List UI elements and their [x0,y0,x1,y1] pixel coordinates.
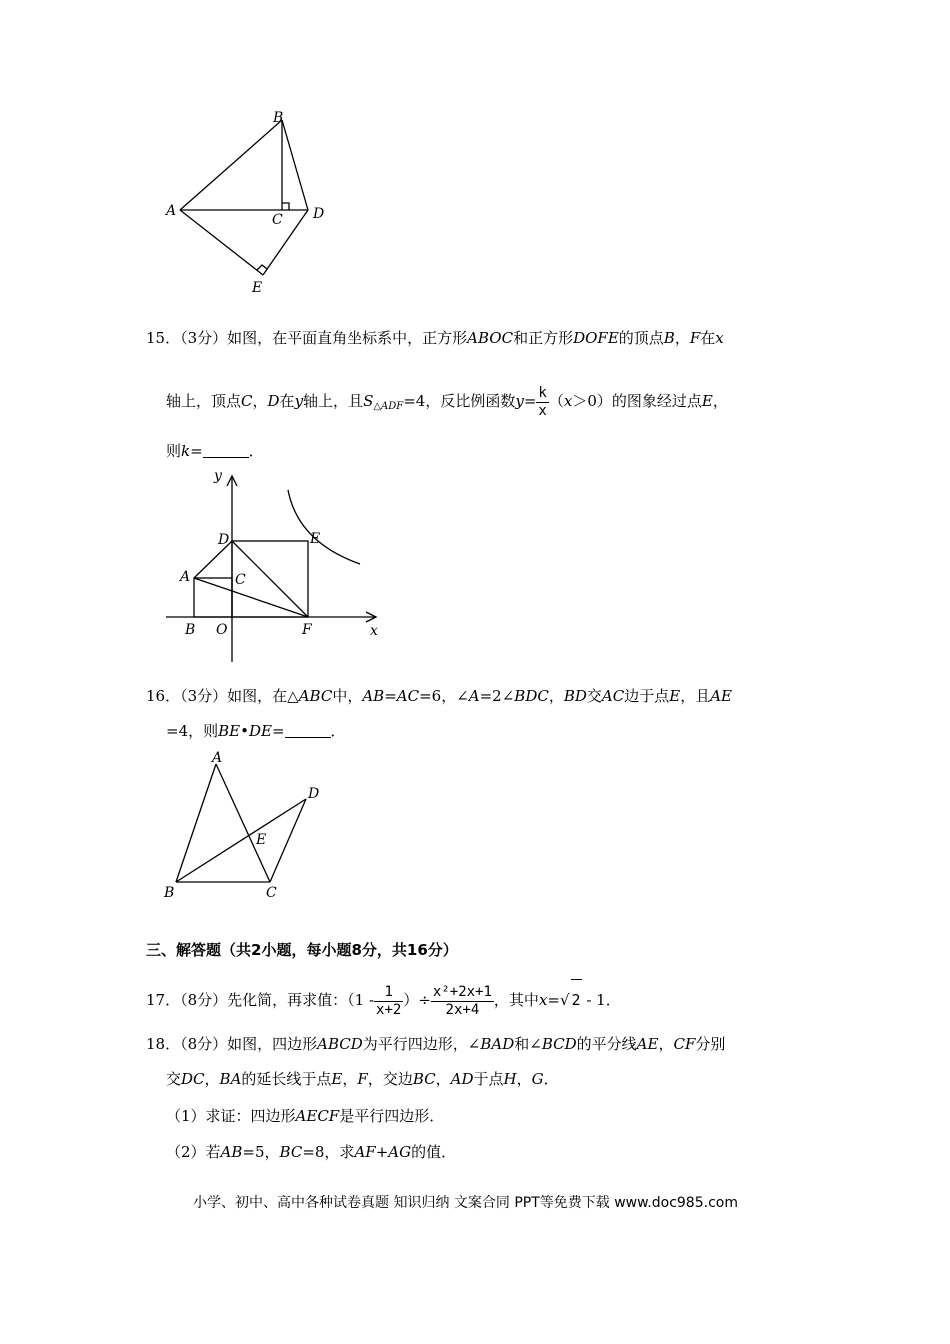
q18-text: ， [658,1035,674,1053]
q18-var: F [357,1070,368,1088]
q18-var: BC [279,1143,303,1161]
q16-var: BE [218,722,241,740]
q16-text: 边于点 [624,687,670,705]
segment-ae [180,210,263,275]
q18-line-2 [166,1069,559,1089]
q18-score: （8分） [180,1035,228,1053]
q15-text: 如图，在平面直角坐标系中，正方形 [227,329,468,347]
q15-var: DOFE [573,329,619,347]
label-e: E [252,280,263,296]
q16-text: 交 [586,687,602,705]
label-x: x [370,623,378,639]
q15-text: ， [674,329,690,347]
q15-var: y [294,392,304,410]
q18-line-1 [146,1034,725,1054]
q16-text: 中， [332,687,363,705]
q18-text: （2）若 [166,1143,221,1161]
frac-numerator: k [538,384,547,401]
q17-text: = [547,991,560,1009]
frac-numerator: 1 [374,984,403,1002]
label-c: C [235,572,246,588]
label-d: D [218,532,230,548]
q18-var: CF [673,1035,696,1053]
label-c: C [266,885,277,901]
label-e: E [310,531,321,547]
label-d: D [313,206,325,222]
section-heading: 三、解答题（共2小题，每小题8分，共16分） [146,941,458,959]
q18-text: 是平行四边形． [339,1107,445,1125]
q18-text: 交 [166,1070,182,1088]
segment-ab [176,764,216,882]
q17-text: 先化简，再求值：（1 - [227,991,375,1009]
q16-text: ． [330,722,346,740]
q16-score: （3分） [180,687,228,705]
q15-text: 的顶点 [618,329,664,347]
q18-number: 18． [146,1035,181,1053]
q15-number: 15． [146,329,181,347]
q16-var: AE [710,687,733,705]
q17-score: （8分） [180,991,228,1009]
q18-sub-1 [166,1106,444,1126]
answer-blank[interactable] [285,723,331,738]
q16-text: = [271,722,285,740]
frac-denominator: 2x+4 [445,1001,480,1018]
q16-line-1 [146,686,732,706]
q18-text: =5， [242,1143,280,1161]
q18-text: ， [342,1070,358,1088]
q16-var: AB [362,687,385,705]
q15-text: ． [248,442,264,460]
q18-var: AF [354,1143,376,1161]
sqrt-sign: √ [559,991,570,1009]
q18-var: BAD [480,1035,515,1053]
q17-text: ）÷ [403,991,431,1009]
label-a: A [212,750,223,766]
q15-var: C [241,392,253,410]
page-footer: 小学、初中、高中各种试卷真题 知识归纳 文案合同 PPT等免费下载 www.doc985.com [193,1195,738,1211]
q16-text: 如图，在△ [227,687,299,705]
q18-sub-2 [166,1142,456,1162]
q15-var: D [267,392,280,410]
q18-text: （1）求证：四边形 [166,1107,296,1125]
q18-text: 的延长线于点 [241,1070,332,1088]
sqrt-radicand: 2 [571,979,582,1020]
label-d: D [308,786,320,802]
q15-var: k [181,442,191,460]
q18-var: AG [388,1143,412,1161]
q17-line [146,979,621,1020]
q18-text: 的平分线 [576,1035,637,1053]
q17-var: x [538,991,548,1009]
q18-var: BCD [541,1035,577,1053]
q16-number: 16． [146,687,181,705]
q18-var: AD [450,1070,474,1088]
q18-var: BA [219,1070,242,1088]
fraction-quadratic [431,984,494,1019]
q18-text: 分别 [695,1035,726,1053]
q18-text: 的值． [411,1143,457,1161]
q16-var: AC [396,687,420,705]
segment-ac [216,764,270,882]
q15-text: 则 [166,442,182,460]
q15-score: （3分） [180,329,228,347]
label-b: B [164,885,175,901]
frac-denominator: x+2 [376,1001,402,1018]
q15-text: ＞0）的图象经过点 [572,392,702,410]
q16-var: E [669,687,681,705]
q15-var: S [363,392,374,410]
q18-text: 如图，四边形 [227,1035,318,1053]
q15-var: E [701,392,713,410]
q16-var: BDC [514,687,549,705]
label-y: y [214,468,222,484]
q15-subscript: △ADF [373,401,404,412]
q18-text: ， [204,1070,220,1088]
q16-line-2 [166,721,346,741]
q15-text: （ [548,392,564,410]
q15-text: = [190,442,203,460]
figure-q15 [160,464,390,670]
figure-q16 [160,746,340,906]
q18-text: ，交边 [367,1070,413,1088]
q18-text: 于点 [473,1070,504,1088]
label-c: C [272,212,283,228]
q18-var: BC [412,1070,436,1088]
q16-text: =6，∠ [419,687,469,705]
label-a: A [180,569,191,585]
q16-text: =4，则 [166,722,219,740]
q18-var: E [331,1070,343,1088]
q16-text: = [384,687,397,705]
segment-dc [270,799,306,882]
q18-var: AECF [295,1107,340,1125]
q18-text: 为平行四边形，∠ [362,1035,481,1053]
q18-var: H [503,1070,517,1088]
q15-text: 和正方形 [513,329,574,347]
q15-text: ， [252,392,268,410]
q15-var: x [715,329,724,347]
q15-line-1 [146,328,724,348]
hyperbola-curve [288,490,360,564]
q16-text: ， [548,687,564,705]
q18-text: + [375,1143,389,1161]
label-f: F [302,622,312,638]
label-b: B [185,622,196,638]
q15-var: x [563,392,573,410]
label-e: E [256,832,267,848]
segment-af [194,578,308,617]
q18-var: ABCD [317,1035,363,1053]
q15-var: y= [515,392,537,410]
segment-ed [263,210,308,275]
figure-q14 [160,108,340,298]
q18-var: AE [636,1035,659,1053]
q15-text: 轴上，且 [303,392,364,410]
q18-var: AB [220,1143,243,1161]
q15-text: =4，反比例函数 [403,392,516,410]
segment-bd [282,120,308,210]
q15-var: B [663,329,675,347]
answer-blank[interactable] [203,443,249,458]
fraction-k-over-x [536,385,548,420]
q17-number: 17． [146,991,181,1009]
frac-numerator: x²+2x+1 [432,983,492,1000]
q15-var: ABOC [467,329,514,347]
label-a: A [166,203,177,219]
q16-var: A [468,687,480,705]
segment-bd [176,799,306,882]
fraction-1-over-x-plus-2 [374,984,403,1019]
q18-text: ． [543,1070,559,1088]
q17-text: - 1． [581,991,621,1009]
q15-text: 在 [279,392,295,410]
q15-line-3 [166,441,264,461]
q17-text: ，其中 [493,991,539,1009]
q15-text: ， [712,392,728,410]
q16-text: =2∠ [479,687,515,705]
q18-text: 和∠ [514,1035,542,1053]
q18-text: ， [435,1070,451,1088]
q15-var: F [689,329,701,347]
q16-text: ，且 [680,687,711,705]
q16-var: DE [248,722,272,740]
q15-text: 轴上，顶点 [166,392,242,410]
right-angle-mark-c [282,203,289,210]
right-angle-mark-e [257,265,267,270]
q15-text: 在 [700,329,716,347]
q16-var: AC [601,687,625,705]
q16-text: • [240,722,249,740]
q18-text: =8，求 [302,1143,355,1161]
frac-denominator: x [538,402,547,419]
q18-var: DC [181,1070,205,1088]
segment-ab [180,120,282,210]
q18-var: G [531,1070,544,1088]
q15-line-2 [166,382,728,426]
q18-text: ， [516,1070,532,1088]
q16-var: BD [563,687,587,705]
label-b: B [273,110,284,126]
q16-var: ABC [298,687,333,705]
label-o: O [216,622,228,638]
